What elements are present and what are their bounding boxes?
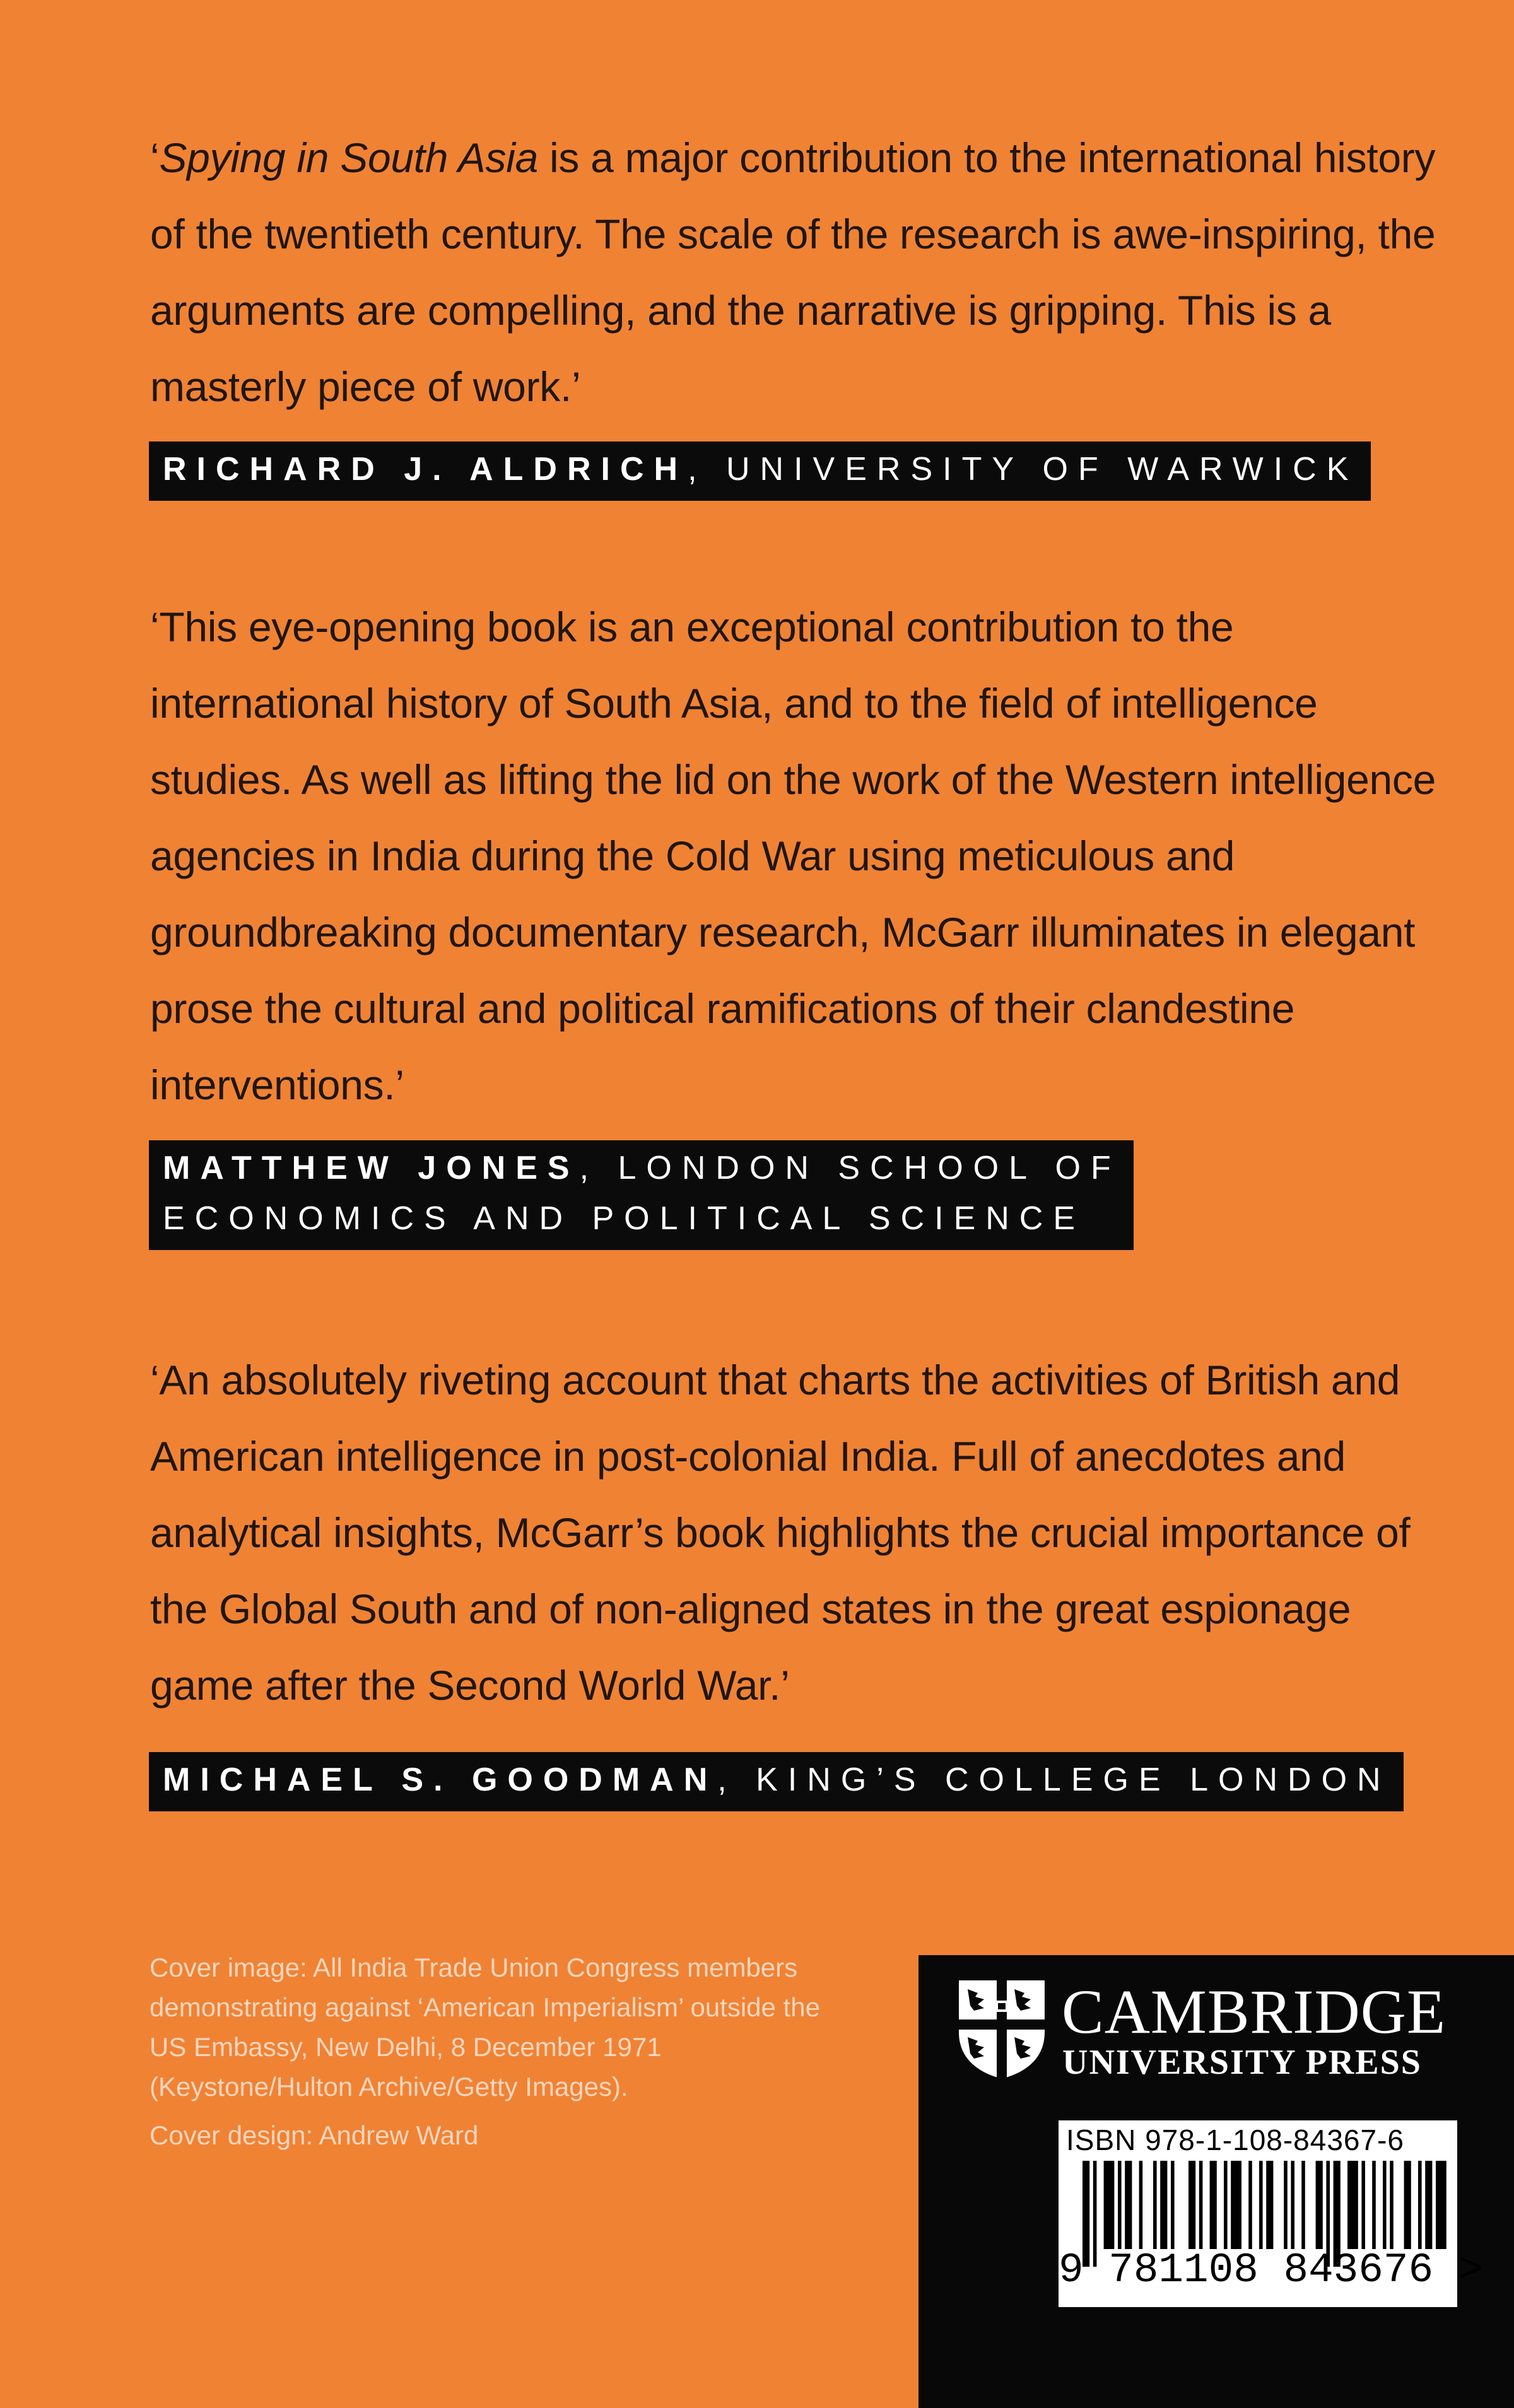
barcode-bar [1383, 2161, 1387, 2249]
barcode-bar [1418, 2161, 1422, 2249]
barcode-bar [1231, 2161, 1241, 2249]
barcode-bar [1248, 2161, 1252, 2249]
publisher-subtitle: UNIVERSITY PRESS [1062, 2043, 1422, 2082]
barcode-bar [1104, 2161, 1115, 2249]
barcode-bar [1436, 2161, 1447, 2249]
barcode-bar [1361, 2161, 1365, 2249]
barcode-bar [1301, 2161, 1305, 2249]
cover-credits [150, 1948, 862, 2155]
attribution-2-author: MATTHEW JONES [163, 1150, 580, 1186]
attribution-2-affiliation-line2: ECONOMICS AND POLITICAL SCIENCE [163, 1200, 1086, 1237]
barcode-bar [1139, 2161, 1143, 2249]
attribution-3-affiliation: , KING’S COLLEGE LONDON [717, 1762, 1391, 1798]
attribution-1 [149, 441, 1371, 501]
barcode-bar [1153, 2161, 1157, 2249]
quote-2: ‘This eye-opening book is an exceptional contribution to the international history of South Asia, and to the field of intelligence studies. As well as lifting the lid on the work of the Western intelligence agencies in India during the Cold War using meticulous and groundbreaking documentary research, McGarr illuminates in elegant prose the cultural and political ramifications of their clandestine interventions.’ [150, 604, 1436, 1108]
quote-3: ‘An absolutely riveting account that charts the activities of British and American intelligence in post-colonial India. Full of anecdotes and analytical insights, McGarr’s book highlights the crucial importance of the Global South and of non-aligned states in the great espionage game after the Second World War.’ [150, 1357, 1411, 1709]
attribution-2 [149, 1140, 1134, 1250]
barcode-bar [1266, 2161, 1273, 2249]
barcode-bar [1404, 2161, 1411, 2249]
barcode-bar [1210, 2161, 1217, 2249]
publisher-name: CAMBRIDGE [1062, 1977, 1447, 2047]
barcode-bar [1171, 2161, 1175, 2249]
barcode-bar [1118, 2161, 1122, 2249]
attribution-1-author: RICHARD J. ALDRICH [163, 451, 688, 488]
attribution-3-author: MICHAEL S. GOODMAN [163, 1762, 718, 1798]
barcode-bar [1372, 2161, 1376, 2249]
quote-1: ‘Spying in South Asia is a major contribution to the international history of the twentieth century. The scale of the research is awe-inspiring, the arguments are compelling, and the narrative is gripping. This is a masterly piece of work.’ [150, 134, 1436, 410]
barcode-digits: 9 781108 843676 > [1059, 2247, 1484, 2294]
barcode-bar [1425, 2161, 1432, 2249]
cover-design-credit: Cover design: Andrew Ward [150, 2120, 479, 2150]
barcode-bar [1199, 2161, 1203, 2249]
barcode-bar [1224, 2161, 1228, 2249]
publisher-panel [918, 1955, 1514, 2408]
barcode-bar [1188, 2161, 1195, 2249]
cambridge-crest-icon [956, 1978, 1047, 2080]
barcode [1059, 2120, 1484, 2307]
attribution-2-affiliation-line1: , LONDON SCHOOL OF [579, 1150, 1121, 1186]
barcode-bar [1316, 2161, 1323, 2249]
barcode-bar [1125, 2161, 1132, 2249]
barcode-bar [1160, 2161, 1167, 2249]
quote-1-text: is a major contribution to the international history of the twentieth century. The scale of the research is awe-inspiring, the arguments are compelling, and the narrative is gripping. This is a masterly piece of work.’ [150, 134, 1436, 410]
attribution-1-affiliation: , UNIVERSITY OF WARWICK [688, 451, 1359, 488]
cover-image-credit: Cover image: All India Trade Union Congress members demonstrating against ‘American Imperialism’ outside the US Embassy, New Delhi, 8 December 1971 (Keystone/Hulton Archive/Getty Images). [150, 1953, 820, 2101]
isbn-text: ISBN 978-1-108-84367-6 [1066, 2124, 1404, 2156]
barcode-bar [1259, 2161, 1263, 2249]
quote-1-book-title: Spying in South Asia [159, 134, 538, 181]
barcode-bar [1284, 2161, 1288, 2249]
barcode-bar [1390, 2161, 1394, 2249]
barcode-bar [1291, 2161, 1294, 2249]
barcode-bar [1347, 2161, 1358, 2249]
attribution-3 [149, 1752, 1404, 1811]
